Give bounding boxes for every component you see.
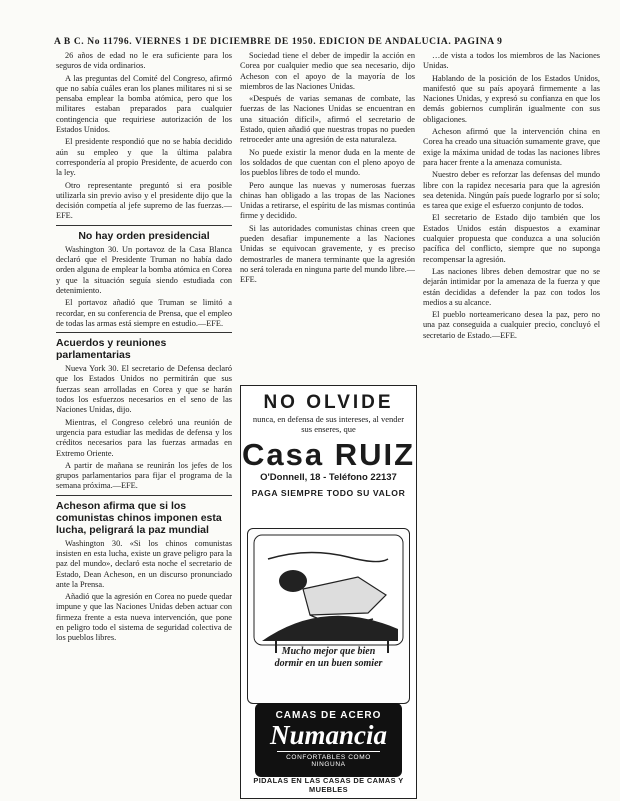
band-brand: Numancia xyxy=(269,720,388,750)
ad-store-name: Casa RUIZ xyxy=(241,437,416,472)
ad-slogan-line1: Mucho mejor que bien xyxy=(281,646,376,657)
ad-slogan xyxy=(241,646,416,670)
paragraph: El secretario de Estado dijo también que los Estados Unidos están dispuestos a examinar cualquier propuesta que conduzca a una solución pacífica del conflicto, siempre que no suponga recompensar la agresión. xyxy=(423,213,600,264)
ad-headline: NO OLVIDE xyxy=(263,392,394,413)
ad-slogan-line2: dormir en un buen somier xyxy=(274,658,383,669)
paragraph: No puede existir la menor duda en la mente de los soldados de que cuentan con el pleno apoyo de los pueblos libres de todo el mundo. xyxy=(240,147,415,178)
paragraph: Washington 30. Un portavoz de la Casa Blanca declaró que el Presidente Truman no había dado orden alguna de emplear la bomba atómica en Corea y que la situación seguía siendo estudiada con detenimiento. xyxy=(56,244,232,295)
paragraph: Washington 30. «Si los chinos comunistas insisten en esta lucha, existe un grave peligro para la paz del mundo», declaró esta noche el secretario de Estado, Dean Acheson, en un discurso pronunciado ante la Prensa. xyxy=(56,538,232,589)
divider xyxy=(56,332,232,333)
paragraph: Acheson afirmó que la intervención china en Corea ha creado una situación sumamente grave, que exige la máxima unidad de todas las naciones libres para hacer frente a la amenaza comunista. xyxy=(423,127,600,167)
headline-no-order: No hay orden presidencial xyxy=(78,229,210,242)
divider xyxy=(56,225,232,226)
page-header: A B C. No 11796. VIERNES 1 DE DICIEMBRE DE 1950. EDICION DE ANDALUCIA. PAGINA 9 xyxy=(54,37,503,47)
paragraph: Las naciones libres deben demostrar que no se dejarán intimidar por la amenaza de la fuerza y que están decididas a defender la paz con todos los medios a su alcance. xyxy=(423,266,600,307)
paragraph: Pero aunque las nuevas y numerosas fuerzas chinas han obligado a las tropas de las Naciones Unidas a retirarse, el espíritu de las mismas continúa firme y decidido. xyxy=(240,180,415,221)
column-1 xyxy=(56,51,232,797)
paragraph: Hablando de la posición de los Estados Unidos, manifestó que su país apoyará firmemente a las Naciones Unidas, y expresó su confianza en que los demás gobiernos cumplirán igualmente con sus obligaciones. xyxy=(423,73,600,124)
paragraph: El pueblo norteamericano desea la paz, pero no una paz conseguida a cualquier precio, concluyó el secretario de Estado.—EFE. xyxy=(423,310,600,340)
paragraph: A partir de mañana se reunirán los jefes de los grupos parlamentarios para fijar el programa de la semana próxima.—EFE. xyxy=(56,460,232,491)
paragraph: Si las autoridades comunistas chinas creen que pueden desafiar impunemente a las Naciones Unidas se equivocan gravemente, y es preciso demostrarles de manera terminante que la agresión no será tolerada en ninguna parte del mundo libre.—EFE. xyxy=(240,223,415,285)
paragraph: Sociedad tiene el deber de impedir la acción en Corea por cualquier medio que sea necesario, dijo Acheson con el apoyo de la mayoría de los miembros de las Naciones Unidas. xyxy=(240,51,415,91)
column-2 xyxy=(240,51,415,380)
paragraph: El portavoz añadió que Truman se limitó a recordar, en su conferencia de Prensa, que el empleo de todas las armas está siempre en estudio.—EFE. xyxy=(56,298,232,328)
paragraph: Nuestro deber es reforzar las defensas del mundo libre con la rapidez necesaria para que la agresión sea detenida. Ningún país puede lograrlo por sí solo; es tarea que exige el esfuerzo conjunto de todos. xyxy=(423,170,600,211)
headline-parliament: Acuerdos y reuniones parlamentarias xyxy=(56,337,167,362)
numancia-band xyxy=(255,703,402,777)
paragraph: El presidente respondió que no se había decidido aún su empleo y que la última palabra correspondería al propio Presidente, de acuerdo con la ley. xyxy=(56,137,232,178)
paragraph: Mientras, el Congreso celebró una reunión de urgencia para estudiar las medidas de defensa y los créditos necesarios para las fuerzas armadas en Extremo Oriente. xyxy=(56,417,232,458)
advertisement-casa-ruiz xyxy=(240,385,417,799)
ad-subline: nunca, en defensa de sus intereses, al vender sus enseres, que xyxy=(252,414,405,434)
band-title: CAMAS DE ACERO xyxy=(275,710,382,721)
paragraph: Nueva York 30. El secretario de Defensa declaró que los Estados Unidos no permitirán que sus fuerzas sean arrolladas en Corea y que se harán todos los esfuerzos necesarios en el seno de las Naciones Unidas, dijo. xyxy=(56,364,232,415)
column-3 xyxy=(423,51,600,797)
sleeping-figure-icon xyxy=(248,529,409,703)
paragraph: «Después de varias semanas de combate, las fuerzas de las Naciones Unidas se encuentran en una situación difícil», afirmó el secretario de Estado, quien añadió que nuestras tropas no pueden retroceder ante una agresión de esta naturaleza. xyxy=(240,94,415,145)
paragraph: Otro representante preguntó si era posible utilizarla sin previo aviso y el presidente dijo que la decisión competía al jefe supremo de las fuerzas.—EFE. xyxy=(56,180,232,221)
paragraph: A las preguntas del Comité del Congreso, afirmó que no sabía cuáles eran los planes militares ni si se pensaba emplear la bomba atómica, pero que los militares estaban preparados para cualquier contingencia que requiriese autorización de los Estados Unidos. xyxy=(56,73,232,135)
bed-illustration xyxy=(247,528,410,704)
divider xyxy=(56,495,232,496)
band-tagline: CONFORTABLES COMO NINGUNA xyxy=(277,751,380,768)
ad-footer: PIDALAS EN LAS CASAS DE CAMAS Y MUEBLES xyxy=(253,776,404,794)
ad-address: O'Donnell, 18 - Teléfono 22137 xyxy=(260,472,397,483)
paragraph: Añadió que la agresión en Corea no puede quedar impune y que las Naciones Unidas deben actuar con firmeza frente a esta nueva intervención, que pone en peligro todo el sistema de seguridad colectiva de los pueblos libres. xyxy=(56,592,232,643)
paragraph: …de vista a todos los miembros de las Naciones Unidas. xyxy=(423,51,600,71)
headline-acheson: Acheson afirma que si los comunistas chinos imponen esta lucha, peligrará la paz mundial xyxy=(56,499,222,536)
paragraph: 26 años de edad no le era suficiente para los seguros de vida ordinarios. xyxy=(56,51,232,71)
ad-pay-line: PAGA SIEMPRE TODO SU VALOR xyxy=(251,488,406,498)
